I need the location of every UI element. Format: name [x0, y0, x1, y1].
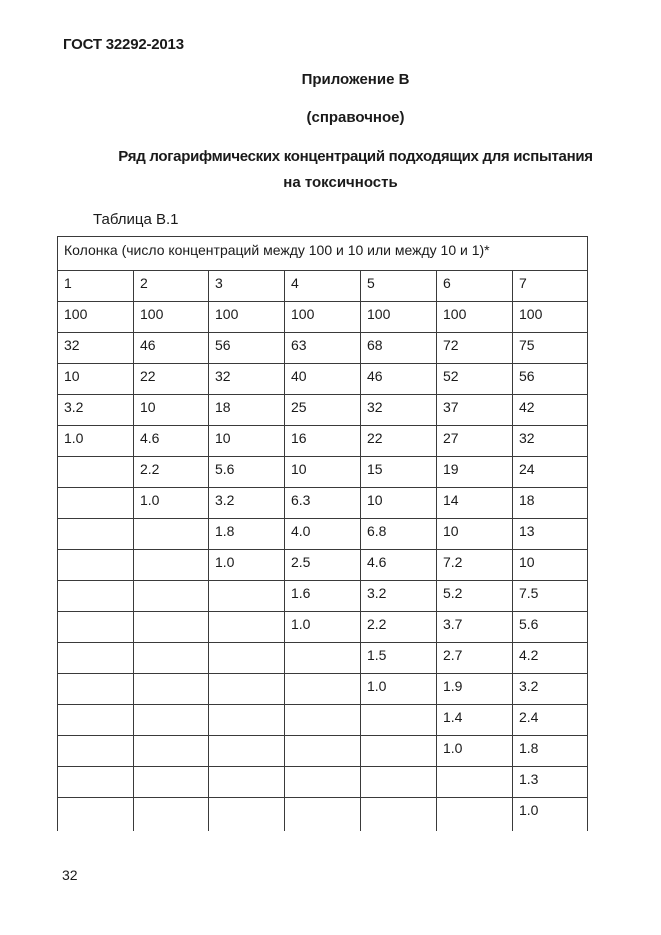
- table-cell: [58, 736, 134, 767]
- table-cell: 4.2: [513, 643, 588, 674]
- table-cell: 100: [361, 302, 437, 333]
- table-row: [58, 550, 588, 581]
- document-code: ГОСТ 32292-2013: [63, 36, 184, 53]
- table-cell: [209, 767, 285, 798]
- table-cell: 6.8: [361, 519, 437, 550]
- table-cell: [209, 705, 285, 736]
- table-cell: 3.2: [209, 488, 285, 519]
- appendix-title: Приложение В: [301, 71, 410, 88]
- table-cell: [437, 767, 513, 798]
- table-cell: 32: [361, 395, 437, 426]
- table-cell: 56: [513, 364, 588, 395]
- table-cell: 100: [285, 302, 361, 333]
- table-row: [58, 395, 588, 426]
- table-cell: [285, 767, 361, 798]
- table-cell: 18: [209, 395, 285, 426]
- table-cell: 6.3: [285, 488, 361, 519]
- table-cell: 46: [361, 364, 437, 395]
- table-cell: 72: [437, 333, 513, 364]
- table-cell: [134, 674, 209, 705]
- table-cell: 5.6: [513, 612, 588, 643]
- table-column-header-row: [58, 271, 588, 302]
- table-cell: 25: [285, 395, 361, 426]
- table-cell: 40: [285, 364, 361, 395]
- table-cell: 10: [513, 550, 588, 581]
- table-cell: 100: [513, 302, 588, 333]
- table-cell: [134, 550, 209, 581]
- table-span-header: Колонка (число концентраций между 100 и 10 или между 10 и 1)*: [58, 237, 588, 271]
- table-row: [58, 457, 588, 488]
- table-cell: 1.0: [361, 674, 437, 705]
- table-cell: [134, 705, 209, 736]
- table-cell: 5.6: [209, 457, 285, 488]
- table-cell: [58, 674, 134, 705]
- table-cell: 1.9: [437, 674, 513, 705]
- table-row: [58, 798, 588, 831]
- table-cell: 10: [437, 519, 513, 550]
- table-row: [58, 488, 588, 519]
- table-cell: 27: [437, 426, 513, 457]
- table-cell: 7.5: [513, 581, 588, 612]
- table-row: [58, 643, 588, 674]
- table-cell: [134, 643, 209, 674]
- column-header-cell: 6: [437, 271, 513, 302]
- table-cell: [58, 457, 134, 488]
- section-heading-line-1: Ряд логарифмических концентраций подходящих для испытания: [118, 148, 593, 165]
- table-row: [58, 767, 588, 798]
- column-header-cell: 1: [58, 271, 134, 302]
- table-cell: 22: [361, 426, 437, 457]
- table-cell: [209, 736, 285, 767]
- table-cell: 42: [513, 395, 588, 426]
- table-cell: 1.0: [209, 550, 285, 581]
- table-row: [58, 581, 588, 612]
- table-cell: [58, 798, 134, 831]
- table-cell: [437, 798, 513, 831]
- table-cell: 1.0: [285, 612, 361, 643]
- table-cell: 63: [285, 333, 361, 364]
- table-row: [58, 426, 588, 457]
- table-cell: 10: [285, 457, 361, 488]
- table-cell: [134, 767, 209, 798]
- table-cell: 32: [58, 333, 134, 364]
- table-cell: 1.8: [209, 519, 285, 550]
- table-cell: [209, 674, 285, 705]
- table-cell: 100: [134, 302, 209, 333]
- table-cell: 2.2: [361, 612, 437, 643]
- table-cell: [58, 550, 134, 581]
- table-row: [58, 674, 588, 705]
- column-header-cell: 2: [134, 271, 209, 302]
- table-cell: [209, 643, 285, 674]
- table-cell: 1.4: [437, 705, 513, 736]
- table-cell: [134, 519, 209, 550]
- table-cell: 4.0: [285, 519, 361, 550]
- table-row: [58, 705, 588, 736]
- column-header-cell: 7: [513, 271, 588, 302]
- column-header-cell: 5: [361, 271, 437, 302]
- column-header-cell: 3: [209, 271, 285, 302]
- table-row: [58, 302, 588, 333]
- table-cell: [58, 767, 134, 798]
- table-cell: [58, 643, 134, 674]
- table-cell: 3.7: [437, 612, 513, 643]
- table-cell: [285, 798, 361, 831]
- table-cell: 46: [134, 333, 209, 364]
- table-cell: [58, 612, 134, 643]
- table-cell: 68: [361, 333, 437, 364]
- table-cell: 2.2: [134, 457, 209, 488]
- table-cell: 13: [513, 519, 588, 550]
- table-cell: 1.8: [513, 736, 588, 767]
- table-cell: 32: [209, 364, 285, 395]
- table-cell: 2.5: [285, 550, 361, 581]
- table-cell: [58, 581, 134, 612]
- table-cell: 18: [513, 488, 588, 519]
- table-row: [58, 519, 588, 550]
- table-body: [58, 302, 588, 831]
- table-cell: 2.7: [437, 643, 513, 674]
- table-cell: 5.2: [437, 581, 513, 612]
- table-cell: [209, 581, 285, 612]
- table-row: [58, 364, 588, 395]
- section-heading-line-2: на токсичность: [283, 174, 398, 191]
- table-cell: 10: [361, 488, 437, 519]
- table-cell: [134, 798, 209, 831]
- table-cell: 4.6: [361, 550, 437, 581]
- table-cell: 2.4: [513, 705, 588, 736]
- table-cell: 1.0: [437, 736, 513, 767]
- concentration-table: [57, 236, 588, 831]
- table-cell: 1.5: [361, 643, 437, 674]
- table-cell: 4.6: [134, 426, 209, 457]
- table-cell: 7.2: [437, 550, 513, 581]
- table-row: [58, 736, 588, 767]
- table-cell: [209, 798, 285, 831]
- table-cell: [58, 488, 134, 519]
- table-cell: 10: [58, 364, 134, 395]
- table-cell: [361, 798, 437, 831]
- table-cell: 1.6: [285, 581, 361, 612]
- table-cell: 3.2: [361, 581, 437, 612]
- table-cell: 19: [437, 457, 513, 488]
- table-cell: 1.0: [513, 798, 588, 831]
- table-cell: 24: [513, 457, 588, 488]
- table-cell: 14: [437, 488, 513, 519]
- table-span-header-row: [58, 237, 588, 271]
- page-number: 32: [62, 867, 78, 883]
- table-cell: [134, 581, 209, 612]
- table-cell: [134, 612, 209, 643]
- table-cell: [285, 674, 361, 705]
- table-cell: [361, 767, 437, 798]
- table-cell: [58, 705, 134, 736]
- table-cell: [361, 736, 437, 767]
- table-cell: [58, 519, 134, 550]
- table-cell: [285, 643, 361, 674]
- table-cell: 32: [513, 426, 588, 457]
- table-cell: 3.2: [58, 395, 134, 426]
- table-cell: 75: [513, 333, 588, 364]
- table-cell: 1.0: [58, 426, 134, 457]
- table-cell: 15: [361, 457, 437, 488]
- table-cell: [209, 612, 285, 643]
- table-row: [58, 612, 588, 643]
- table-cell: 100: [209, 302, 285, 333]
- table-cell: 3.2: [513, 674, 588, 705]
- table-cell: 10: [209, 426, 285, 457]
- table-cell: [361, 705, 437, 736]
- table-cell: 10: [134, 395, 209, 426]
- table-row: [58, 333, 588, 364]
- reference-note: (справочное): [306, 109, 405, 126]
- column-header-cell: 4: [285, 271, 361, 302]
- table-cell: [285, 736, 361, 767]
- table-cell: [285, 705, 361, 736]
- table-cell: 1.3: [513, 767, 588, 798]
- table-cell: 52: [437, 364, 513, 395]
- table-cell: 16: [285, 426, 361, 457]
- table-cell: 100: [58, 302, 134, 333]
- table-cell: 100: [437, 302, 513, 333]
- table-cell: [134, 736, 209, 767]
- table-cell: 1.0: [134, 488, 209, 519]
- table-caption: Таблица В.1: [93, 211, 179, 228]
- table-cell: 22: [134, 364, 209, 395]
- table-cell: 56: [209, 333, 285, 364]
- table-cell: 37: [437, 395, 513, 426]
